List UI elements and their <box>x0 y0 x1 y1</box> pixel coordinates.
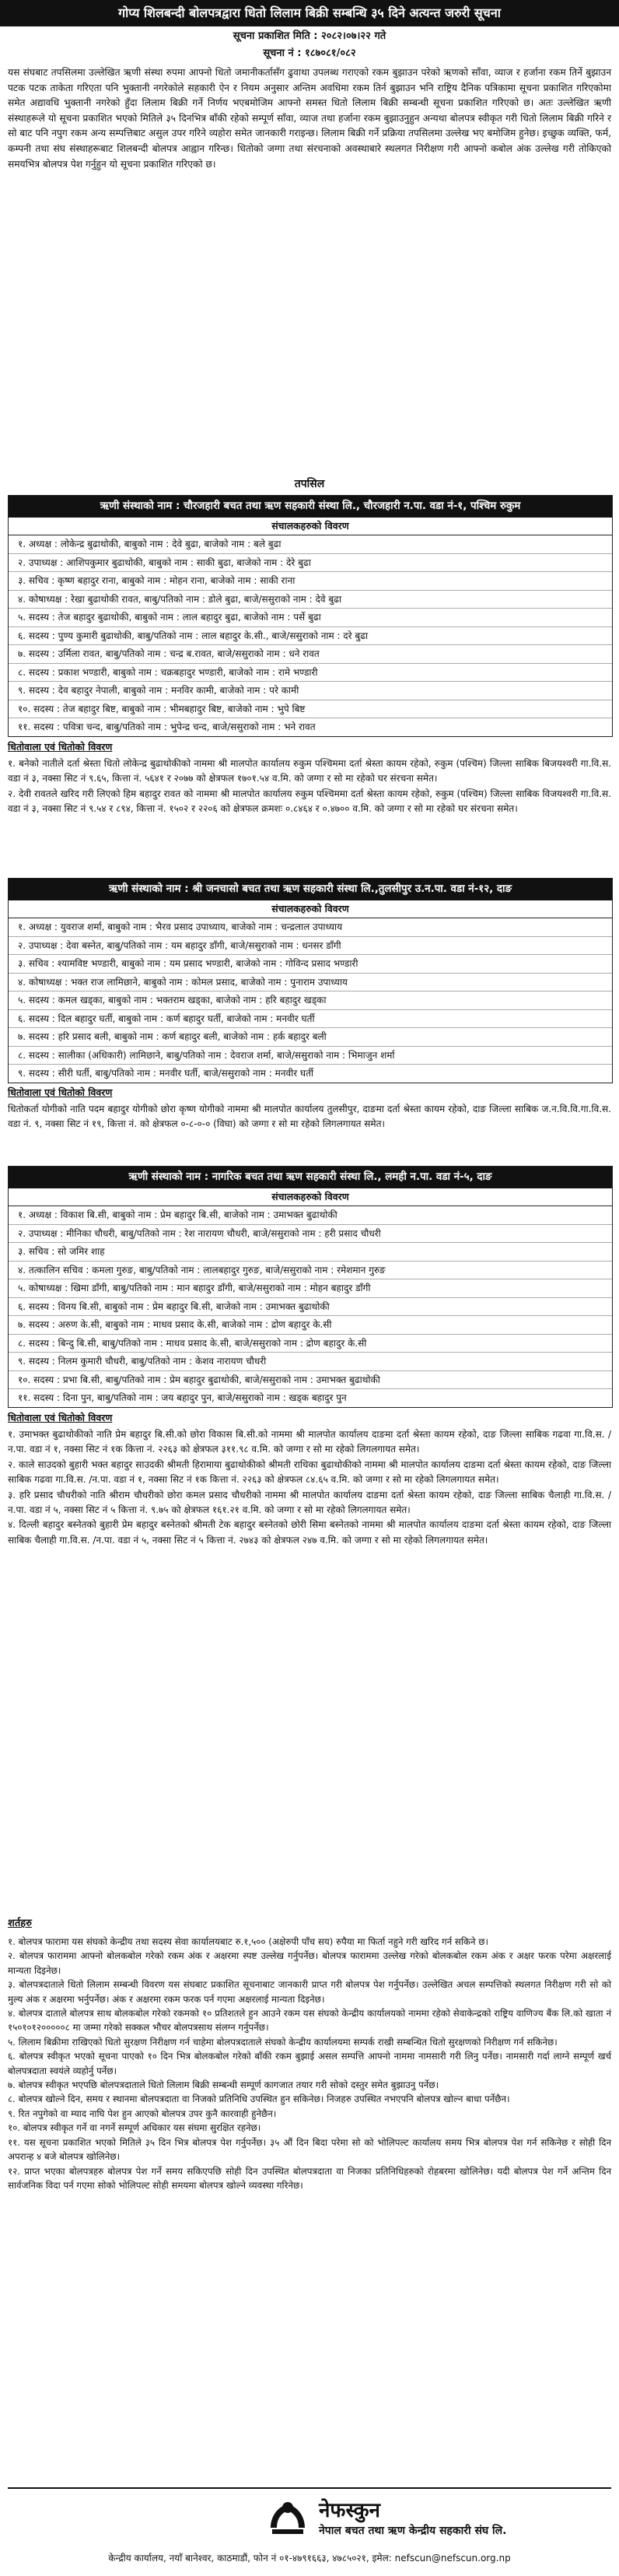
collateral-heading: धितोवाला एवं धितोको विवरण <box>8 741 113 753</box>
coop-name: ऋणी संस्थाको नाम : नागरिक बचत तथा ऋण सहकारी संस्था लि., लमही न.पा. वडा नं-५, दाङ <box>9 1167 612 1188</box>
hands-logo-icon <box>264 2495 311 2539</box>
coop-name: ऋणी संस्थाको नाम : श्री जनचासो बचत तथा ऋण सहकारी संस्था लि.,तुलसीपुर उ.न.पा. वडा नं-१२, दाङ <box>9 879 612 900</box>
member-row: १०. सदस्य : प्रभा बि.सी, बाबु/पतिको नाम : प्रेम बहादुर बुढाथोकी, बाजे/ससुराको नाम : उमाभक्त बुढाथोकी <box>9 1371 612 1390</box>
member-row: ५. कोषाध्यक्ष : खिमा डाँगी, बाबु/पतिको नाम : मान बहादुर डाँगी, बाजे/ससुराको नाम : मोहन बहादुर डाँगी <box>9 1279 612 1298</box>
member-row: १. अध्यक्ष : लोकेन्द्र बुढाथोकी, बाबुको नाम : देवे बुढा, बाजेको नाम : बले बुढा <box>9 535 612 554</box>
board-members-heading: संचालकहरुको विवरण <box>9 900 612 918</box>
collateral-list <box>8 1427 611 1548</box>
term-item: ११. यस सूचना प्रकाशित भएको मितिले ३५ दिन भित्र बोलपत्र पेश गर्नुपर्नेछ। ३५ औं दिन बिदा परेमा सो को भोलिपल्ट कार्यालय समय भित्र बोलपत्र पेश गर्न सकिनेछ र सोही दिन अपरान्ह ४ बजे बोलपत्र खोलिनेछ। <box>8 2136 611 2163</box>
term-item: ९. रित नपुगेको वा म्याद नाघि पेश हुन आएको बोलपत्र उपर कुनै कारवाही हुनेछैन। <box>8 2107 277 2119</box>
org-name: नेपाल बचत तथा ऋण केन्द्रीय सहकारी संघ लि. <box>319 2525 507 2537</box>
member-row: ११. सदस्य : दिना पुन, बाबु/पतिको नाम : जय बहादुर पुन, बाजे/ससुराको नाम : खड्क बहादुर पुन <box>18 1392 347 1403</box>
member-row: ७. सदस्य : अरुण के.सी, बाबुको नाम : माधव प्रसाद के.सी, बाजेको नाम : द्रोण बहादुर के.सी <box>9 1316 612 1335</box>
collateral-heading: धितोवाला एवं धितोको विवरण <box>8 1086 113 1098</box>
member-row: ७. सदस्य : उर्मिला रावत, बाबु/पतिको नाम : चन्द्र ब.रावत, बाजे/ससुराको नाम : धने रावत <box>9 645 612 664</box>
member-row: २. उपाध्यक्ष : मीनिका चौधरी, बाबु/पतिको नाम : रेश नारायण चौधरी, बाजे/ससुराको नाम : हरी प्रसाद चौधरी <box>9 1225 612 1244</box>
term-item: ४. बोलपत्र दाताले बोलपत्र साथ बोलकबोल गरेको रकमको १० प्रतिशतले हुन आउने रकम यस संघको केन्द्रीय कार्यालयको नाममा रहेको सेवाकेन्द्रको राष्ट्रिय वाणिज्य बैंक लि.को खाता नं १५०१०१२०००००८ मा जम्मा गरेको सक्कल भौचर बोलपत्रसाथ संलग्न गर्नुपर्नेछ। <box>8 2008 611 2034</box>
coop-name: ऋणी संस्थाको नाम : चौरजहारी बचत तथा ऋण सहकारी संस्था लि., चौरजहारी न.पा. वडा नं-१, पश्चिम रुकुम <box>9 496 612 518</box>
member-row: ४. कोषाध्यक्ष : रेखा बुढाथोकी रावत, बाबु/पतिको नाम : डोले बुढा, बाजे/ससुराको नाम : देवे बुढा <box>9 591 612 609</box>
collateral-list <box>8 1102 611 1132</box>
collateral-item: २. काले साउदको बुहारी भक्त बहादुर साउदकी श्रीमती हिरामाया बुढाथोकीको श्रीमती राधिका बुढाथोकीको नाममा श्री मालपोत कार्यालय दाङमा दर्ता श्रेस्ता कायम रहेको, दाङ जिल्ला साबिक गढवा गा.वि.स. /न.पा. वडा नं १, नक्सा सिट नं १क कित्ता नं. २२६३ को क्षेत्रफल ८४.६५ व.मि. को जग्गा र सो मा रहेको लिगलगायत समेत। <box>8 1458 611 1486</box>
terms-heading: शर्तहरु <box>8 1918 32 1929</box>
coop-block-3 <box>8 1166 613 1408</box>
coop-block-1 <box>8 495 613 737</box>
tapasil-heading: तपसिल <box>294 478 325 490</box>
collateral-item: २. देवी रावतले खरिद गरी लिएको हिम बहादुर रावत को नाममा श्री मालपोत कार्यालय रुकुम पश्चिममा दर्ता श्रेस्ता कायम रहेको, रुकुम (पश्चिम) जिल्ला साबिक विजयश्वरी गा.वि.स. वडा नं ३, नक्सा सिट नं ९.५४ र ८९४, कित्ता नं. १५०२ र २२०६ को क्षेत्रफल क्रमशः ०.८४६४ र ०.४७०० व.मि. को जग्गा र सो मा रहेको घर संरचना समेत। <box>8 788 611 815</box>
collateral-heading: धितोवाला एवं धितोको विवरण <box>8 1412 113 1423</box>
term-item: ७. बोलपत्र स्वीकृत भएपछि बोलपत्रदाताले धितो लिलाम बिक्री सम्बन्धी सम्पूर्ण कागजात तयार गरी सोको दस्तुर समेत बुझाउनु पर्नेछ। <box>8 2079 439 2091</box>
notice-title: गोप्य शिलबन्दी बोलपत्रद्वारा धितो लिलाम बिक्री सम्बन्धि ३५ दिने अत्यन्त जरुरी सूचना <box>0 0 619 26</box>
member-row: ५. सदस्य : तेज बहादुर बुढाथोकी, बाबुको नाम : लाल बहादुर बुढा, बाजेको नाम : पर्से बुढा <box>9 609 612 627</box>
member-row: ३. सचिव : कृष्ण बहादुर राना, बाबुको नाम : मोहन राना, बाजेको नाम : साकी राना <box>9 572 612 591</box>
member-row: ८. सदस्य : बिन्दु बि.सी, बाबु/पतिको नाम : माधव प्रसाद के.सी, बाजे/ससुराको नाम : द्रोण बहादुर के.सी <box>9 1335 612 1353</box>
member-row: ४. कोषाध्यक्ष : भक्त राज लामिछाने, बाबुको नाम : कोमल प्रसाद, बाजेको नाम : पुनाराम उपाध्याय <box>9 974 612 992</box>
member-row: ५. सदस्य : कमल खड्का, बाबुको नाम : भक्तराम खड्का, बाजेको नाम : हरि बहादुर खड्का <box>9 991 612 1010</box>
term-item: ३. बोलपत्रदाताले धितो लिलाम सम्बन्धी विवरण यस संघबाट प्रकाशित सूचनाबाट जानकारी प्राप्त गरी बोलपत्र पेश गर्नुपर्नेछ। उल्लेखित अचल सम्पत्तिको स्थलगत निरीक्षण गरी सो को मुल्य अंक र अक्षरमा भर्नुपर्नेछ। अंक र अक्षरमा रकम फरक पर्न गएमा अक्षरलाई मान्यता दिइनेछ। <box>8 1979 611 2005</box>
notice-body: यस संघबाट तपसिलमा उल्लेखित ऋणी संस्था रुपमा आफ्नो धितो जमानीकर्तासँग ढुवाथा उपलब्ध गराएको रकम बुझाउन परेको ऋणको साँवा, व्याज र हर्जाना रकम तिर्ने बुझाउन पटक पटक ताकेता गरिएता पनि भुक्तानी नगरेकोले सहकारी ऐन र नियम अनुसार अन्तिम अवधिमा रकम तिर्न बुझाउन भनि राष्ट्रिय दैनिक पत्रिकामा सूचना प्रकाशित गरिएकोमा समेत अद्यावधि भुक्तानी नगरेको हुँदा लिलाम बिक्री गर्ने निर्णय भएबमोजिम आफ्नो समस्त धितो लिलाम बिक्री सम्बन्धी सूचना प्रकाशित गरिएको छ। अतः उल्लेखित ऋणी संस्थाहरूले यो सूचना प्रकाशित भएको मितिले ३५ दिनभित्र बाँकी रहेको सम्पूर्ण साँवा, व्याज तथा हर्जाना रकम बुझाउनुहुन अन्यथा बोलपत्र स्वीकृत गरी धितो लिलाम बिक्री गरिने र सो बाट पनि नपुग रकम अन्य सम्पत्तिबाट असुल उपर गरिने व्यहोरा समेत जानकारी गराइन्छ। लिलाम बिक्री गर्ने प्रक्रिया तपसिलमा उल्लेख भए बमोजिम हुनेछ। इच्छुक व्यक्ति, फर्म, कम्पनी तथा संघ संस्थाहरूबाट शिलबन्दी बोलपत्र आह्वान गरिन्छ। धितोको जग्गा तथा संरचनाको अवस्थाबारे स्थलगत निरीक्षण गरी आफ्नो कबोल अंक उल्लेख गरी तोकिएको समयभित्र बोलपत्र पेश गर्नुहुन यो सूचना प्रकाशित गरिएको छ। <box>8 67 611 170</box>
member-row: ३. सचिव : श्यामविष्ट भण्डारी, बाबुको नाम : यम प्रसाद भण्डारी, बाजेको नाम : गोविन्द प्रसाद भण्डारी <box>9 955 612 974</box>
term-item: ५. लिलाम बिक्रीमा राखिएको धितो सुरक्षण निरीक्षण गर्न चाहेमा बोलपत्रदाताले संघको केन्द्रीय कार्यालयमा सम्पर्क राखी सम्बन्धित धितो सुरक्षणको निरीक्षण गर्न सकिनेछ। <box>8 2036 558 2048</box>
collateral-item: १. उमाभक्त बुढाथोकीको नाति प्रेम बहादुर बि.सी.को छोरा विकास बि.सी.को नाममा श्री मालपोत कार्यालय दाङमा दर्ता श्रेस्ता कायम रहेको, दाङ जिल्ला साबिक गढवा गा.वि.स. /न.पा. वडा नं १, नक्सा सिट नं १क कित्ता नं. २२६३ को क्षेत्रफल ३११.९८ व.मि. को जग्गा र सो मा रहेको लिगलगायत समेत। <box>8 1429 611 1455</box>
collateral-item: ३. हरि प्रसाद चौधरीको नाति श्रीराम चौधरीको छोरा कमल प्रसाद चौधरीको नाममा श्री मालपोत कार्यालय दाङमा दर्ता श्रेस्ता कायम रहेको, दाङ जिल्ला साबिक चैलाही गा.वि.स. /न.पा. वडा नं ५, नक्सा सिट नं ५ कित्ता नं. ९.७५ को क्षेत्रफल १६१.२१ व.मि. को जग्गा र सो मा रहेको लिगलगायत समेत। <box>8 1489 611 1516</box>
member-row: ९. सदस्य : देव बहादुर नेपाली, बाबुको नाम : मनविर कामी, बाजेको नाम : परे कामी <box>9 682 612 700</box>
collateral-item: १. बनेको नातीले दर्ता श्रेस्ता धितो लोकेन्द्र बुढाथोकीको नाममा श्री मालपोत कार्यालय रुकुम पश्चिममा दर्ता श्रेस्ता कायम रहेको, रुकुम (पश्चिम) जिल्ला साबिक बिजयश्वरी गा.वि.स. वडा नं ३, नक्सा सिट नं ९.६५, कित्ता नं. ५६४१ र २०७७ को क्षेत्रफल १७०१.५४ व.मि. को जग्गा र सो मा रहेको घर संरचना समेत। <box>8 758 611 784</box>
term-item: ६. बोलपत्र स्वीकृत भएको सूचना पाएको १० दिन भित्र बोलकबोल गरेको बाँकी रकम बुझाई असल सम्पत्ति आफ्नो नाममा नामसारी गरी लिनु पर्नेछ। नामसारी गर्दा लाग्ने सम्पूर्ण खर्च बोलपत्रदाता स्वयंले व्यहोर्नु पर्नेछ। <box>8 2051 611 2076</box>
collateral-list <box>8 756 611 817</box>
term-item: १२. प्राप्त भएका बोलपत्रहरु बोलपत्र पेश गर्ने समय सकिएपछि सोही दिन उपस्थित बोलपत्रदाता वा निजका प्रतिनिधिहरुको रोहबरमा खोलिनेछ। यदी बोलपत्र पेश गर्ने अन्तिम दिन सार्वजनिक विदा पर्न गएमा सोको भोलिपल्ट सोही समयमा बोलपत्र खोल्ने व्यवस्था गरिनेछ। <box>8 2165 611 2191</box>
board-members-heading: संचालकहरुको विवरण <box>9 518 612 535</box>
member-row: ४. तत्कालिन सचिव : कमला गुरुङ, बाबु/पतिको नाम : लालबहादुर गुरुङ, बाजे/ससुराको नाम : रमेशमान गुरुङ <box>9 1262 612 1280</box>
member-row: १. अध्यक्ष : विकाश बि.सी, बाबुको नाम : प्रेम बहादुर बि.सी, बाजेको नाम : उमाभक्त बुढाथोकी <box>9 1206 612 1225</box>
footer-divider <box>8 2487 611 2489</box>
member-row: १०. सदस्य : तेज बहादुर बिष्ट, बाबुको नाम : भीमबहादुर बिष्ट, बाजेको नाम : भुपे बिष्ट <box>9 700 612 719</box>
member-row: ८. सदस्य : प्रकाश भण्डारी, बाबुको नाम : चक्रबहादुर भण्डारी, बाजेको नाम : रामे भण्डारी <box>9 664 612 683</box>
member-row: ७. सदस्य : हरि प्रसाद बली, बाबुको नाम : कर्ण बहादुर बली, बाजेको नाम : हर्क बहादुर बली <box>9 1028 612 1047</box>
term-item: ८. बोलपत्र खोल्ने दिन, समय र स्थानमा बोलपत्रदाता वा निजको प्रतिनिधि उपस्थित हुन सकिनेछ। निजहरु उपस्थित नभएपनि बोलपत्र खोल्न बाधा पर्नेछैन। <box>8 2093 510 2105</box>
member-row: ३. सचिव : सो जमिर शाह <box>9 1243 612 1262</box>
member-row: ६. सदस्य : विनय बि.सी, बाबुको नाम : प्रेम बहादुर बि.सी, बाजेको नाम : उमाभक्त बुढाथोकी <box>9 1298 612 1317</box>
notice-number: सूचना नं : १८७०८१/०८२ <box>263 47 356 59</box>
terms-list <box>8 1935 611 2192</box>
publication-date: सूचना प्रकाशित मिति : २०८२।०७।२२ गते <box>233 30 386 42</box>
term-item: २. बोलपत्र फाराममा आफ्नो बोलकबोल गरेको रकम अंक र अक्षरमा स्पष्ट उल्लेख गर्नुपर्नेछ। बोलपत्र फाराममा उल्लेख गरेको बोलकबोल रकम अंक र अक्षर फरक परेमा अक्षरलाई मान्यता दिइनेछ। <box>8 1950 611 1976</box>
collateral-item: ४. दिल्ली बहादुर बस्नेतको बुहारी प्रेम बहादुर बस्नेतको श्रीमती टेक बहादुर बस्नेतको छोरी सिमा बस्नेतको नाममा श्री मालपोत कार्यालय दाङमा दर्ता श्रेस्ता कायम रहेको, दाङ जिल्ला साबिक चैलाही गा.वि.स. /न.पा. वडा नं ५, नक्सा सिट नं ५ कित्ता नं. २७४३ को क्षेत्रफल २४७ व.मि. को जग्गा र सो मा रहेको लिगलगायत समेत। <box>8 1519 611 1546</box>
member-row: १. अध्यक्ष : युवराज शर्मा, बाबुको नाम : भैरव प्रसाद उपाध्याय, बाजेको नाम : चन्द्रलाल उपाध्याय <box>9 918 612 937</box>
board-members-heading: संचालकहरुको विवरण <box>9 1188 612 1206</box>
member-row: ६. सदस्य : पुण्य कुमारी बुढाथोकी, बाबु/पतिको नाम : लाल बहादुर के.सी., बाजे/ससुराको नाम : दरे बुढा <box>9 627 612 646</box>
member-row: ९. सदस्य : निलम कुमारी चौधरी, बाबु/पतिको नाम : केशव नारायण चौधरी <box>9 1353 612 1371</box>
office-address: केन्द्रीय कार्यालय, नयाँ बानेश्वर, काठमाडौं, फोन नं ०१-४७९१६६३, ४७८५०२१, इमेल: nefscun@nefscun.org.np <box>108 2553 511 2564</box>
member-row: ११. सदस्य : पवित्रा चन्द, बाबु/पतिको नाम : भुपेन्द्र चन्द, बाजे/ससुराको नाम : भने रावत <box>18 721 316 732</box>
collateral-item: धितोकर्ता योगीको नाति पदम बहादुर योगीको छोरा कृष्ण योगीको नाममा श्री मालपोत कार्यालय तुलसीपुर, दाङमा दर्ता श्रेस्ता कायम रहेको, दाङ जिल्ला साबिक ज.न.वि.वि.गा.वि.स. वडा नं. ९, नक्सा सिट नं १९, कित्ता नं. को क्षेत्रफल ०-८-०-० (विघा) को जग्गा र सो मा रहेको लिगलगायत समेत। <box>8 1104 611 1130</box>
brand-name: नेफस्कुन <box>319 2499 380 2522</box>
member-row: ९. सदस्य : सीरी घर्ती, बाबु/पतिको नाम : मनवीर घर्ती, बाजे/ससुराको नाम : मनवीर घर्ती <box>18 1068 314 1079</box>
member-row: ८. सदस्य : सालीका (अधिकारी) लामिछाने, बाबु/पतिको नाम : देवराज शर्मा, बाजे/ससुराको नाम : भिमाजुन शर्मा <box>9 1047 612 1065</box>
term-item: १. बोलपत्र फारामा यस संघको केन्द्रीय तथा सदस्य सेवा कार्यालयबाट रु.१,५०० (अक्षेरुपी पाँच सय) रुपैया मा फिर्ता नहुने गरी खरिद गर्न सकिने छ। <box>8 1936 489 1947</box>
member-row: २. उपाध्यक्ष : आशिपकुमार बुढाथोकी, बाबुको नाम : साकी बुढा, बाजेको नाम : देरे बुढा <box>9 554 612 573</box>
member-row: २. उपाध्यक्ष : देवा बस्नेत, बाबु/पतिको नाम : यम बहादुर डाँगी, बाजे/ससुराको नाम : धनसर डाँगी <box>9 937 612 956</box>
term-item: १०. बोलपत्र स्वीकृत गर्ने वा नगर्ने सम्पूर्ण अधिकार यस संघमा सुरक्षित रहनेछ। <box>8 2122 261 2134</box>
member-row: ६. सदस्य : दिल बहादुर घर्ती, बाबुको नाम : कर्ण बहादुर घर्ती, बाजेको नाम : मनवीर घर्ती <box>9 1010 612 1029</box>
coop-block-2 <box>8 878 613 1083</box>
